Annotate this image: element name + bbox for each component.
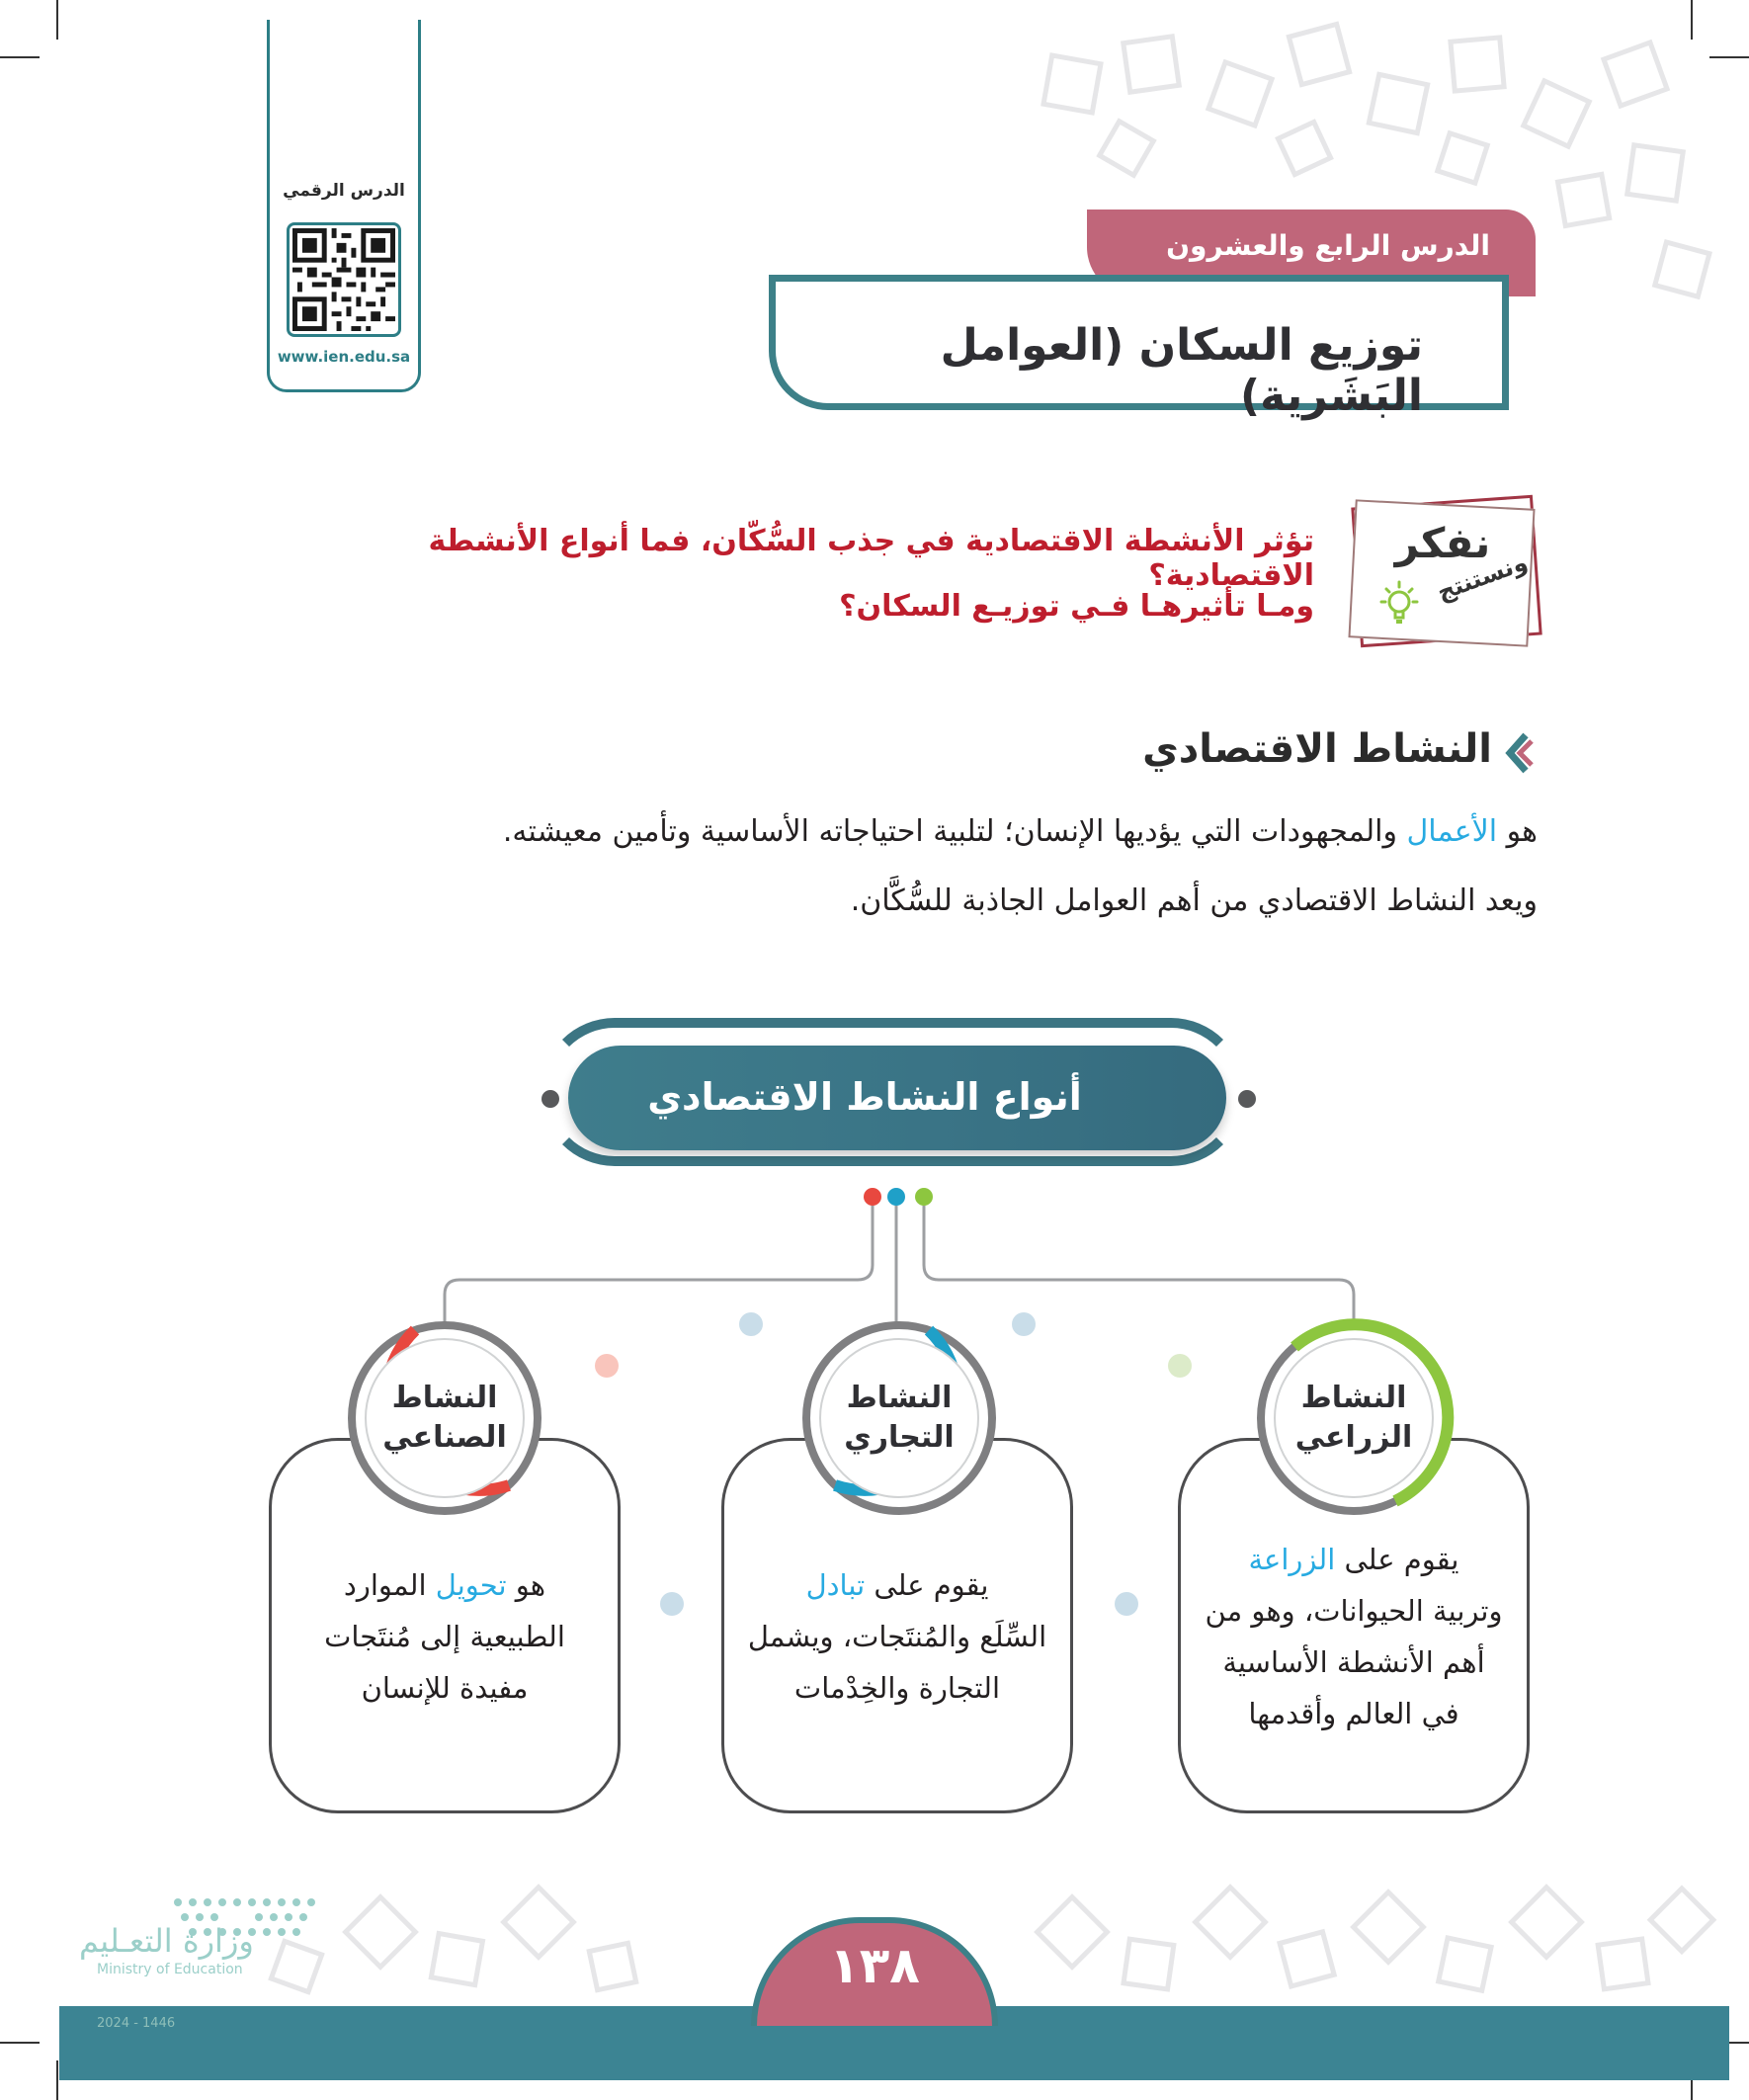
section-heading: النشاط الاقتصادي [1142, 726, 1492, 772]
industrial-label-line1: النشاط [391, 1381, 498, 1415]
definition-highlight: الأعمال [1406, 814, 1498, 849]
think-box-subtitle: ونستنتج [1433, 547, 1532, 607]
page-number: ١٣٨ [829, 1937, 920, 1994]
commercial-label-line1: النشاط [846, 1381, 953, 1415]
definition-text-end: والمجهودات التي يؤديها الإنسان؛ لتلبية احتياجاته الأساسية وتأمين معيشته. [502, 814, 1407, 849]
agricultural-label [1280, 1379, 1428, 1458]
agricultural-text-rest: وتربية الحيوانات، وهو من أهم الأنشطة الأساسية في العالم وأقدمها [1205, 1594, 1503, 1730]
commercial-description [739, 1559, 1055, 1714]
ministry-name: وزارة التعـليم [79, 1922, 254, 1960]
industrial-description [287, 1559, 603, 1714]
commercial-label [825, 1379, 973, 1458]
agricultural-label-line2: الزراعي [1294, 1420, 1413, 1455]
agricultural-text-start: يقوم على [1335, 1543, 1459, 1576]
commercial-text-start: يقوم على [865, 1568, 989, 1602]
think-box-title: نفكر [1394, 519, 1491, 567]
commercial-highlight: تبادل [805, 1568, 866, 1602]
commercial-text-rest: السِّلَع والمُنتَجات، ويشمل التجارة والخِدْمات [747, 1620, 1047, 1705]
importance-paragraph: ويعد النشاط الاقتصادي من أهم العوامل الجاذبة للسُّكَّان. [850, 883, 1538, 918]
lesson-number: الدرس الرابع والعشرون [1166, 229, 1490, 262]
industrial-highlight: تحويل [435, 1568, 507, 1602]
digital-lesson-label: الدرس الرقمي [283, 181, 405, 201]
agricultural-description [1196, 1534, 1512, 1739]
digital-lesson-url[interactable]: www.ien.edu.sa [277, 348, 411, 366]
agricultural-highlight: الزراعة [1248, 1543, 1336, 1576]
ministry-name-en: Ministry of Education [97, 1962, 243, 1977]
question-line-1: تؤثر الأنشطة الاقتصادية في جذب السُّكّان، فما أنواع الأنشطة الاقتصادية؟ [428, 524, 1314, 593]
agricultural-label-line1: النشاط [1300, 1381, 1407, 1415]
industrial-text-rest: الموارد الطبيعية إلى مُنتَجات مفيدة للإنسان [324, 1568, 565, 1705]
industrial-label [371, 1379, 519, 1458]
definition-text-start: هو [1497, 814, 1538, 849]
question-line-2: ومـا تأثيرهـا فـي توزيـع السكان؟ [839, 589, 1314, 624]
edition-year: 2024 - 1446 [97, 2016, 176, 2031]
lesson-title: توزيع السكان (العوامل البَشَرية) [940, 320, 1423, 421]
types-banner-title: أنواع النشاط الاقتصادي [647, 1075, 1082, 1119]
industrial-text-start: هو [506, 1568, 546, 1602]
industrial-label-line2: الصناعي [382, 1420, 507, 1455]
commercial-label-line2: التجاري [844, 1420, 955, 1455]
